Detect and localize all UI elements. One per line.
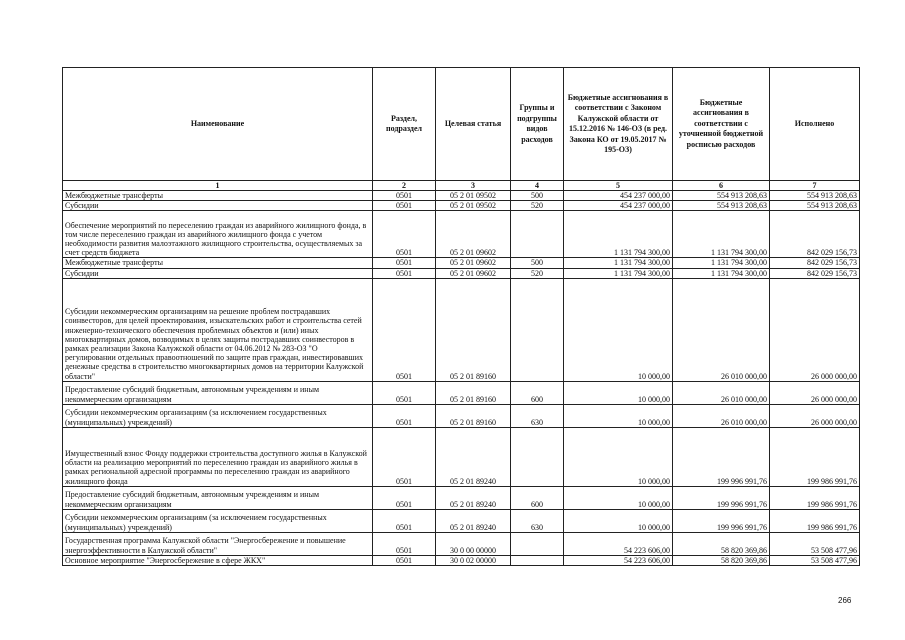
row-razdel: 0501: [373, 532, 436, 555]
header-budget-law: Бюджетные ассигнования в соответствии с Законом Калужской области от 15.12.2016 № 146-ОЗ (в ред. Закона КО от 19.05.2017 № 195-ОЗ): [564, 68, 673, 181]
row-target-article: 05 2 01 89160: [436, 381, 511, 404]
column-number: 4: [511, 181, 564, 191]
row-budget-law: 10 000,00: [564, 486, 673, 509]
table-row: [63, 486, 860, 509]
row-budget-refined: 58 820 369,86: [673, 555, 770, 565]
row-budget-refined: 199 996 991,76: [673, 427, 770, 486]
row-name: Имущественный взнос Фонду поддержки строительства доступного жилья в Калужской области на реализацию мероприятий по переселению граждан из аварийного жилья в рамках региональной адресной программы по переселению граждан из аварийного жилищного фонда: [63, 427, 373, 486]
row-name: Субсидии некоммерческим организациям (за исключением государственных (муниципальных) учреждений): [63, 404, 373, 427]
row-expense-group: 500: [511, 258, 564, 268]
row-expense-group: 500: [511, 191, 564, 201]
table-row: [63, 268, 860, 278]
row-budget-law: 10 000,00: [564, 404, 673, 427]
row-executed: 842 029 156,73: [770, 258, 860, 268]
table-row: [63, 201, 860, 211]
row-expense-group: [511, 427, 564, 486]
column-number: 1: [63, 181, 373, 191]
row-target-article: 30 0 02 00000: [436, 555, 511, 565]
row-budget-refined: 1 131 794 300,00: [673, 268, 770, 278]
row-expense-group: [511, 211, 564, 258]
row-target-article: 05 2 01 89240: [436, 427, 511, 486]
row-target-article: 05 2 01 09602: [436, 258, 511, 268]
row-expense-group: 600: [511, 381, 564, 404]
row-budget-law: 10 000,00: [564, 509, 673, 532]
page-number: 266: [838, 596, 852, 605]
row-budget-refined: 26 010 000,00: [673, 381, 770, 404]
row-budget-law: 1 131 794 300,00: [564, 268, 673, 278]
column-number: 6: [673, 181, 770, 191]
row-executed: 199 986 991,76: [770, 427, 860, 486]
row-budget-law: 10 000,00: [564, 278, 673, 381]
column-number: 2: [373, 181, 436, 191]
row-razdel: 0501: [373, 404, 436, 427]
table-row: [63, 278, 860, 381]
row-budget-law: 54 223 606,00: [564, 555, 673, 565]
row-executed: 199 986 991,76: [770, 509, 860, 532]
row-executed: 26 000 000,00: [770, 278, 860, 381]
table-row: [63, 555, 860, 565]
table-row: [63, 381, 860, 404]
row-executed: 53 508 477,96: [770, 532, 860, 555]
row-razdel: 0501: [373, 211, 436, 258]
column-number: 7: [770, 181, 860, 191]
row-budget-law: 10 000,00: [564, 381, 673, 404]
table-row: [63, 211, 860, 258]
row-budget-refined: 199 996 991,76: [673, 509, 770, 532]
header-name: Наименование: [63, 68, 373, 181]
row-target-article: 05 2 01 09602: [436, 211, 511, 258]
row-razdel: 0501: [373, 486, 436, 509]
row-expense-group: [511, 555, 564, 565]
column-number: 5: [564, 181, 673, 191]
header-executed: Исполнено: [770, 68, 860, 181]
row-budget-refined: 554 913 208,63: [673, 191, 770, 201]
row-budget-law: 54 223 606,00: [564, 532, 673, 555]
row-budget-law: 454 237 000,00: [564, 201, 673, 211]
row-executed: 26 000 000,00: [770, 381, 860, 404]
row-expense-group: 600: [511, 486, 564, 509]
budget-table: [62, 67, 860, 566]
row-razdel: 0501: [373, 278, 436, 381]
row-budget-refined: 1 131 794 300,00: [673, 258, 770, 268]
row-executed: 199 986 991,76: [770, 486, 860, 509]
row-budget-refined: 1 131 794 300,00: [673, 211, 770, 258]
row-razdel: 0501: [373, 258, 436, 268]
row-target-article: 05 2 01 09602: [436, 268, 511, 278]
row-name: Межбюджетные трансферты: [63, 191, 373, 201]
row-expense-group: 520: [511, 268, 564, 278]
table-row: [63, 532, 860, 555]
row-name: Субсидии некоммерческим организациям (за исключением государственных (муниципальных) учреждений): [63, 509, 373, 532]
row-executed: 26 000 000,00: [770, 404, 860, 427]
row-razdel: 0501: [373, 268, 436, 278]
row-target-article: 05 2 01 89240: [436, 486, 511, 509]
row-expense-group: 520: [511, 201, 564, 211]
table-row: [63, 509, 860, 532]
row-name: Межбюджетные трансферты: [63, 258, 373, 268]
header-expense-groups: Группы и подгруппы видов расходов: [511, 68, 564, 181]
row-executed: 554 913 208,63: [770, 201, 860, 211]
row-razdel: 0501: [373, 509, 436, 532]
row-razdel: 0501: [373, 427, 436, 486]
row-name: Субсидии: [63, 201, 373, 211]
header-budget-refined: Бюджетные ассигнования в соответствии с уточненной бюджетной росписью расходов: [673, 68, 770, 181]
row-name: Субсидии некоммерческим организациям на решение проблем пострадавших соинвесторов, для целей проектирования, изыскательских работ и строительства сетей инженерно-технического обеспечения проблемных объектов и (или) иных многоквартирных домов, возводимых в целях защиты пострадавших соинвесторов в рамках реализации Закона Калужской области от 04.06.2012 № 283-ОЗ "О регулировании отдельных правоотношений по защите прав граждан, инвестировавших денежные средства в строительство многоквартирных домов на территории Калужской области": [63, 278, 373, 381]
row-executed: 554 913 208,63: [770, 191, 860, 201]
row-name: Основное мероприятие "Энергосбережение в сфере ЖКХ": [63, 555, 373, 565]
row-expense-group: 630: [511, 509, 564, 532]
row-budget-law: 454 237 000,00: [564, 191, 673, 201]
row-name: Предоставление субсидий бюджетным, автономным учреждениям и иным некоммерческим организациям: [63, 381, 373, 404]
column-number: 3: [436, 181, 511, 191]
row-razdel: 0501: [373, 381, 436, 404]
row-budget-refined: 26 010 000,00: [673, 278, 770, 381]
row-budget-law: 1 131 794 300,00: [564, 258, 673, 268]
row-budget-refined: 554 913 208,63: [673, 201, 770, 211]
row-budget-refined: 58 820 369,86: [673, 532, 770, 555]
row-budget-refined: 199 996 991,76: [673, 486, 770, 509]
row-target-article: 05 2 01 89160: [436, 278, 511, 381]
header-row: [63, 68, 860, 181]
row-name: Государственная программа Калужской области "Энергосбережение и повышение энергоэффективности в Калужской области": [63, 532, 373, 555]
row-name: Субсидии: [63, 268, 373, 278]
row-razdel: 0501: [373, 191, 436, 201]
header-razdel: Раздел, подраздел: [373, 68, 436, 181]
row-name: Предоставление субсидий бюджетным, автономным учреждениям и иным некоммерческим организациям: [63, 486, 373, 509]
row-budget-refined: 26 010 000,00: [673, 404, 770, 427]
table-row: [63, 404, 860, 427]
row-target-article: 05 2 01 09502: [436, 191, 511, 201]
table-row: [63, 191, 860, 201]
row-target-article: 30 0 00 00000: [436, 532, 511, 555]
row-executed: 842 029 156,73: [770, 211, 860, 258]
row-target-article: 05 2 01 89160: [436, 404, 511, 427]
row-name: Обеспечение мероприятий по переселению граждан из аварийного жилищного фонда, в том числе переселению граждан из аварийного жилищного фонда с учетом необходимости развития малоэтажного жилищного строительства, осуществляемых за счет средств бюджета: [63, 211, 373, 258]
row-executed: 53 508 477,96: [770, 555, 860, 565]
row-expense-group: [511, 532, 564, 555]
header-target-article: Целевая статья: [436, 68, 511, 181]
row-razdel: 0501: [373, 201, 436, 211]
row-budget-law: 10 000,00: [564, 427, 673, 486]
row-executed: 842 029 156,73: [770, 268, 860, 278]
row-target-article: 05 2 01 09502: [436, 201, 511, 211]
table-row: [63, 427, 860, 486]
row-target-article: 05 2 01 89240: [436, 509, 511, 532]
row-budget-law: 1 131 794 300,00: [564, 211, 673, 258]
row-expense-group: 630: [511, 404, 564, 427]
row-razdel: 0501: [373, 555, 436, 565]
table-row: [63, 258, 860, 268]
column-number-row: [63, 181, 860, 191]
row-expense-group: [511, 278, 564, 381]
